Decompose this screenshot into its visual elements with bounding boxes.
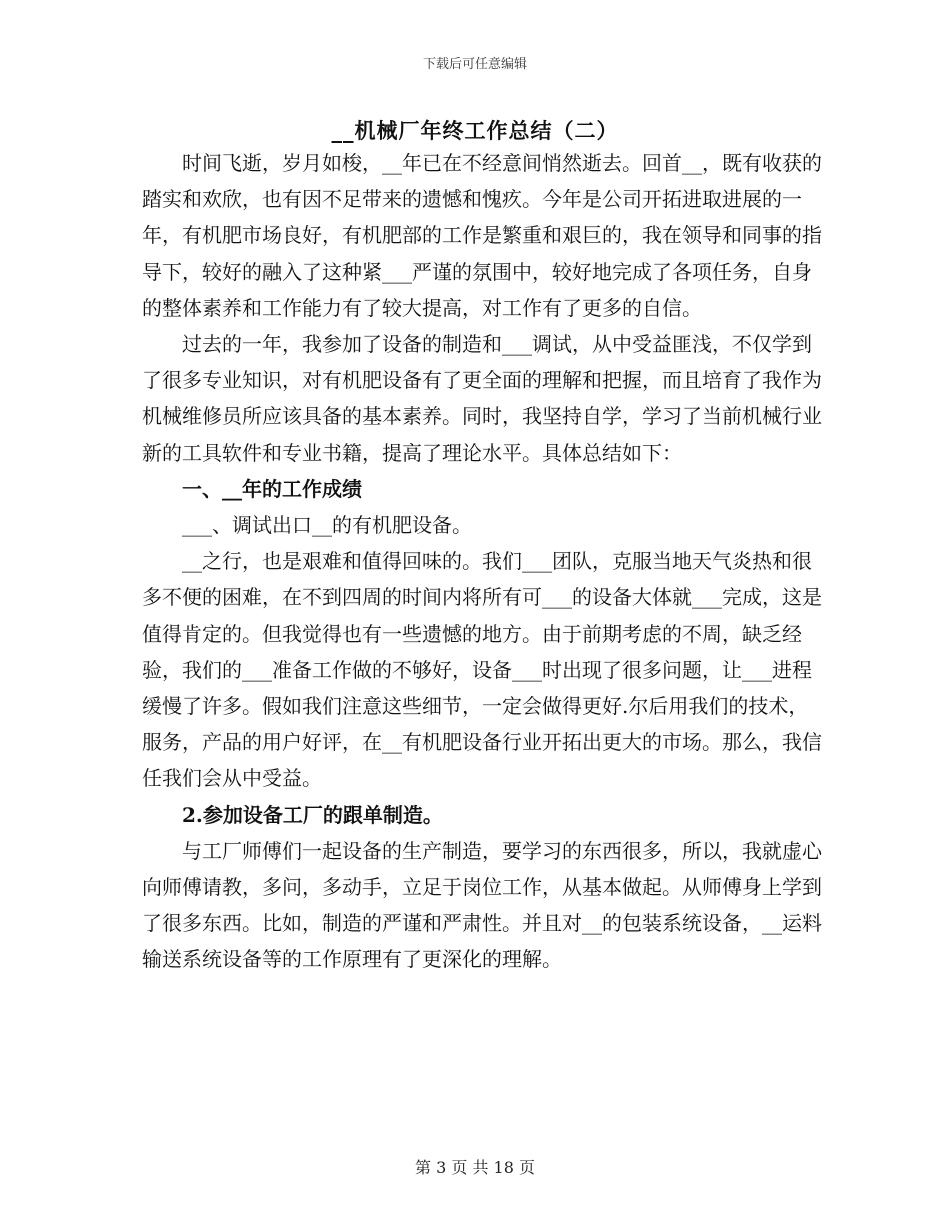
document-body	[142, 145, 822, 978]
intro-paragraph: 时间飞逝，岁月如梭，__年已在不经意间悄然逝去。回首__，既有收获的踏实和欢欣，也有因不足带来的遗憾和愧疚。今年是公司开拓进取进展的一年，有机肥市场良好，有机肥部的工作是繁重和艰巨的，我在领导和同事的指导下，较好的融入了这种紧___严谨的氛围中，较好地完成了各项任务，自身的整体素养和工作能力有了较大提高，对工作有了更多的自信。	[142, 151, 822, 320]
item-heading-manufacturing: 2.参加设备工厂的跟单制造。	[182, 802, 443, 827]
header-note: 下载后可任意编辑	[422, 57, 527, 72]
manufacturing-paragraph: 与工厂师傅们一起设备的生产制造，要学习的东西很多，所以，我就虚心向师傅请教，多问，多动手，立足于岗位工作，从基本做起。从师傅身上学到了很多东西。比如，制造的严谨和严肃性。并且对__的包装系统设备，__运料输送系统设备等的工作原理有了更深化的理解。	[142, 838, 822, 972]
item-heading-debugging: ___、调试出口__的有机肥设备。	[182, 513, 472, 538]
debugging-paragraph: __之行，也是艰难和值得回味的。我们___团队，克服当地天气炎热和很多不便的困难，在不到四周的时间内将所有可___的设备大体就___完成，这是值得肯定的。但我觉得也有一些遗憾的地方。由于前期考虑的不周，缺乏经验，我们的___准备工作做的不够好，设备___时出现了很多问题，让___进程缓慢了许多。假如我们注意这些细节，一定会做得更好.尔后用我们的技术，服务，产品的用户好评，在__有机肥设备行业开拓出更大的市场。那么，我信任我们会从中受益。	[142, 549, 822, 791]
section-heading-achievements: 一、__年的工作成绩	[182, 476, 362, 501]
page-number: 第 3 页 共 18 页	[415, 1158, 535, 1177]
document-title: __机械厂年终工作总结（二）	[331, 118, 619, 143]
overview-paragraph: 过去的一年，我参加了设备的制造和___调试，从中受益匪浅，不仅学到了很多专业知识，对有机肥设备有了更全面的理解和把握，而且培育了我作为机械维修员所应该具备的基本素养。同时，我坚持自学，学习了当前机械行业新的工具软件和专业书籍，提高了理论水平。具体总结如下：	[142, 332, 822, 465]
